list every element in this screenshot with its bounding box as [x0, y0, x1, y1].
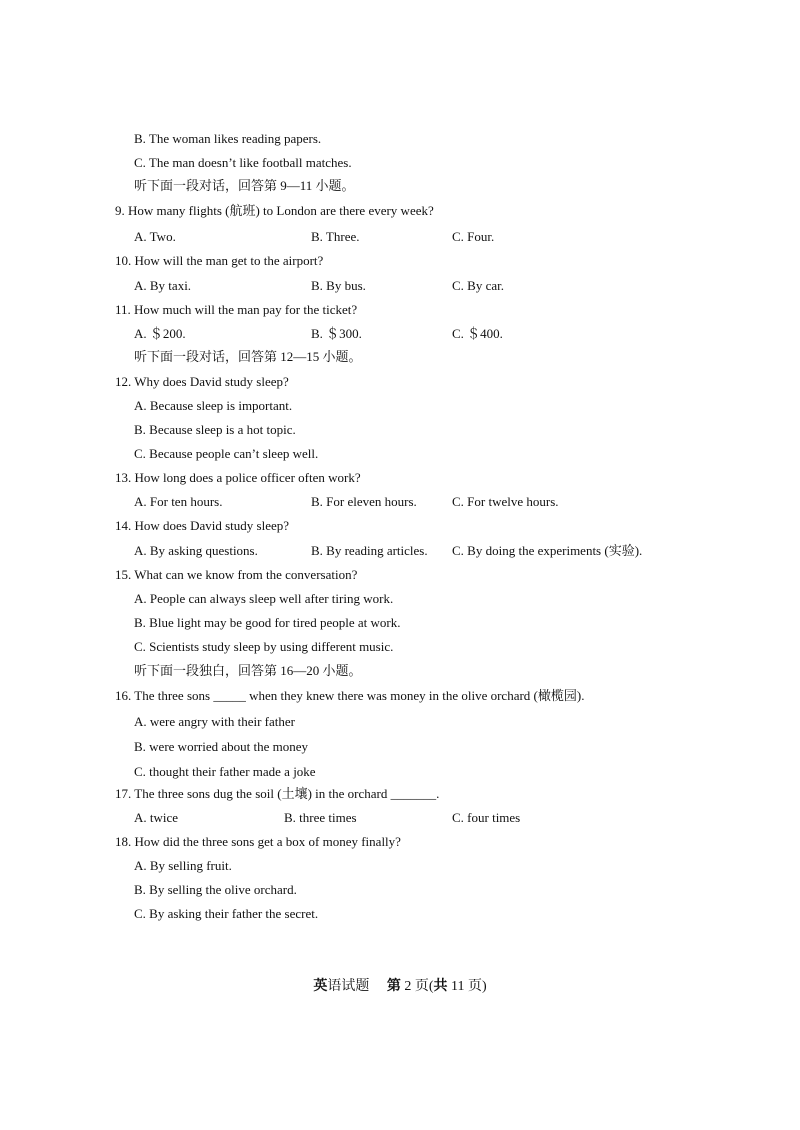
q10-option-c: C. By car. [452, 278, 504, 293]
q14-text: 14. How does David study sleep? [115, 518, 290, 533]
q13-option-a: A. For ten hours. [134, 494, 223, 509]
instruction-9-11: 听下面一段对话，回答第 9—11 小题。 [134, 178, 355, 193]
q8-option-c: C. The man doesn’t like football matches. [134, 155, 352, 170]
page-footer [0, 979, 800, 995]
footer-subject-bold: 英 [313, 979, 328, 994]
q17-option-a: A. twice [134, 810, 179, 825]
q17-option-b: B. three times [284, 810, 357, 825]
q8-option-b: B. The woman likes reading papers. [134, 131, 322, 146]
q16-option-a: A. were angry with their father [134, 714, 295, 729]
q14-option-c: C. By doing the experiments (实验). [452, 543, 643, 558]
q15-option-b: B. Blue light may be good for tired people at work. [134, 615, 401, 630]
q11-option-a: A. ＄200. [134, 326, 186, 341]
q12-option-b: B. Because sleep is a hot topic. [134, 422, 296, 437]
q11-text: 11. How much will the man pay for the ticket? [115, 302, 358, 317]
q15-option-a: A. People can always sleep well after tiring work. [134, 591, 394, 606]
q9-option-b: B. Three. [311, 229, 360, 244]
instruction-16-20: 听下面一段独白，回答第 16—20 小题。 [134, 663, 362, 678]
footer-page-bold: 第 [386, 979, 401, 994]
q17-text: 17. The three sons dug the soil (土壤) in the orchard _______. [115, 786, 440, 801]
q12-option-a: A. Because sleep is important. [134, 398, 293, 413]
instruction-12-15: 听下面一段对话，回答第 12—15 小题。 [134, 349, 362, 364]
q16-option-b: B. were worried about the money [134, 739, 309, 754]
q18-option-c: C. By asking their father the secret. [134, 906, 319, 921]
q16-text: 16. The three sons _____ when they knew there was money in the olive orchard (橄榄园). [115, 688, 585, 703]
q10-option-b: B. By bus. [311, 278, 366, 293]
q16-option-c: C. thought their father made a joke [134, 764, 316, 779]
q17-option-c: C. four times [452, 810, 521, 825]
q14-option-a: A. By asking questions. [134, 543, 258, 558]
footer-subject-rest: 语试题 [327, 979, 370, 994]
footer-total-bold: 共 [433, 979, 448, 994]
q11-option-c: C. ＄400. [452, 326, 503, 341]
q14-option-b: B. By reading articles. [311, 543, 428, 558]
q18-text: 18. How did the three sons get a box of money finally? [115, 834, 401, 849]
q13-option-b: B. For eleven hours. [311, 494, 417, 509]
footer-page-number: 2 页( [400, 979, 434, 994]
footer-total-pages: 11 页) [447, 979, 487, 994]
q12-text: 12. Why does David study sleep? [115, 374, 289, 389]
q15-option-c: C. Scientists study sleep by using different music. [134, 639, 394, 654]
q10-option-a: A. By taxi. [134, 278, 192, 293]
q13-text: 13. How long does a police officer often work? [115, 470, 361, 485]
q13-option-c: C. For twelve hours. [452, 494, 559, 509]
q18-option-b: B. By selling the olive orchard. [134, 882, 297, 897]
q9-text: 9. How many flights (航班) to London are there every week? [115, 203, 434, 218]
q18-option-a: A. By selling fruit. [134, 858, 232, 873]
q9-option-c: C. Four. [452, 229, 495, 244]
q12-option-c: C. Because people can’t sleep well. [134, 446, 319, 461]
q10-text: 10. How will the man get to the airport? [115, 253, 324, 268]
q15-text: 15. What can we know from the conversation? [115, 567, 358, 582]
q9-option-a: A. Two. [134, 229, 176, 244]
q11-option-b: B. ＄300. [311, 326, 362, 341]
